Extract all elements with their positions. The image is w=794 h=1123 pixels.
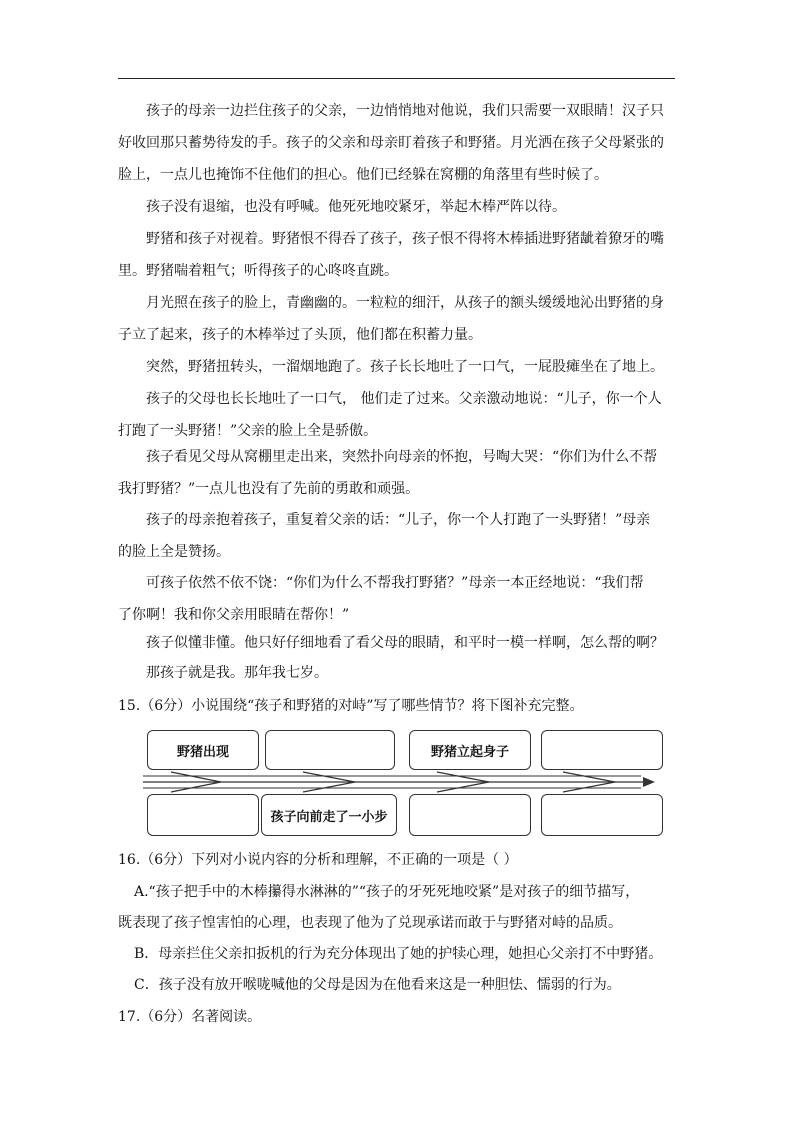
plot-box-bottom-3[interactable] bbox=[409, 794, 531, 836]
plot-diagram bbox=[143, 728, 655, 840]
paragraph-5 bbox=[118, 351, 678, 383]
paragraph-10 bbox=[118, 627, 678, 659]
text-line: 打跑了一头野猪！”父亲的脸上全是骄傲。 bbox=[118, 423, 378, 439]
text-line: 我打野猪？”一点儿也没有了先前的勇敢和顽强。 bbox=[118, 481, 420, 497]
paragraph-9 bbox=[118, 567, 678, 631]
paragraph-7 bbox=[118, 441, 678, 505]
paragraph-1 bbox=[118, 95, 678, 191]
text-line: 孩子没有退缩，也没有呼喊。他死死地咬紧牙，举起木棒严阵以待。 bbox=[146, 199, 566, 215]
text-line: 里。野猪喘着粗气；听得孩子的心咚咚直跳。 bbox=[118, 263, 398, 279]
text-line: 可孩子依然不依不饶：“你们为什么不帮我打野猪？”母亲一本正经地说：“我们帮 bbox=[146, 575, 644, 591]
paragraph-11 bbox=[118, 657, 678, 689]
plot-box-label: 孩子向前走了一小步 bbox=[270, 809, 388, 825]
text-line: 的脸上全是赞扬。 bbox=[118, 544, 230, 560]
paragraph-4 bbox=[118, 287, 678, 351]
text-line: 突然，野猪扭转头，一溜烟地跑了。孩子长长地吐了一口气，一屁股瘫坐在了地上。 bbox=[146, 359, 664, 375]
option-b[interactable]: B．母亲拦住父亲扣扳机的行为充分体现出了她的护犊心理，她担心父亲打不中野猪。 bbox=[134, 946, 663, 962]
plot-box-top-3[interactable] bbox=[409, 730, 531, 770]
option-a-continued: 既表现了孩子惶害怕的心理，也表现了他为了兑现承诺而敢于与野猪对峙的品质。 bbox=[118, 915, 622, 931]
question-16: 16.（6分）下列对小说内容的分析和理解，不正确的一项是（ ） bbox=[118, 852, 518, 868]
plot-box-bottom-2[interactable] bbox=[261, 794, 397, 836]
text-line: 孩子的母亲抱着孩子，重复着父亲的话：“儿子，你一个人打跑了一头野猪！”母亲 bbox=[146, 512, 651, 528]
plot-box-top-2[interactable] bbox=[265, 730, 395, 770]
header-rule bbox=[118, 78, 675, 79]
text-line: 月光照在孩子的脸上，青幽幽的。一粒粒的细汗，从孩子的额头缓缓地沁出野猪的身 bbox=[146, 295, 664, 311]
plot-box-label: 野猪出现 bbox=[176, 744, 229, 760]
question-15: 15.（6分）小说围绕“孩子和野猪的对峙”写了哪些情节？将下图补充完整。 bbox=[118, 698, 584, 714]
text-line: 子立了起来，孩子的木棒举过了头顶，他们都在积蓄力量。 bbox=[118, 327, 482, 343]
paragraph-8 bbox=[118, 504, 678, 568]
paragraph-6 bbox=[118, 383, 678, 447]
option-a[interactable]: A.“孩子把手中的木棒攥得水淋淋的”“孩子的牙死死地咬紧”是对孩子的细节描写， bbox=[134, 884, 640, 900]
text-line: 野猪和孩子对视着。野猪恨不得吞了孩子，孩子恨不得将木棒插进野猪龇着獠牙的嘴 bbox=[146, 231, 664, 247]
plot-box-label: 野猪立起身子 bbox=[430, 744, 509, 760]
text-line: 好收回那只蓄势待发的手。孩子的父亲和母亲盯着孩子和野猪。月光洒在孩子父母紧张的 bbox=[118, 135, 664, 151]
text-line: 孩子似懂非懂。他只好仔细地看了看父母的眼睛，和平时一模一样啊，怎么帮的啊？ bbox=[146, 635, 664, 651]
plot-box-bottom-4[interactable] bbox=[541, 794, 663, 836]
text-line: 孩子的父母也长长地吐了一口气， 他们走了过来。父亲激动地说：“儿子，你一个人 bbox=[146, 391, 662, 407]
plot-box-top-4[interactable] bbox=[541, 730, 663, 770]
text-line: 孩子的母亲一边拦住孩子的父亲，一边悄悄地对他说，我们只需要一双眼睛！汉子只 bbox=[146, 103, 664, 119]
text-line: 孩子看见父母从窝棚里走出来，突然扑向母亲的怀抱，号啕大哭：“你们为什么不帮 bbox=[146, 449, 658, 465]
paragraph-3 bbox=[118, 223, 678, 287]
question-17: 17.（6分）名著阅读。 bbox=[118, 1009, 262, 1025]
text-line: 那孩子就是我。那年我七岁。 bbox=[146, 665, 328, 681]
text-line: 了你啊！我和你父亲用眼睛在帮你！” bbox=[118, 607, 350, 623]
paragraph-2 bbox=[118, 191, 678, 223]
plot-box-bottom-1[interactable] bbox=[147, 794, 259, 836]
plot-box-top-1[interactable] bbox=[147, 730, 259, 770]
text-line: 脸上，一点儿也掩饰不住他们的担心。他们已经躲在窝棚的角落里有些时候了。 bbox=[118, 167, 608, 183]
option-c[interactable]: C．孩子没有放开喉咙喊他的父母是因为在他看来这是一种胆怯、懦弱的行为。 bbox=[134, 977, 621, 993]
